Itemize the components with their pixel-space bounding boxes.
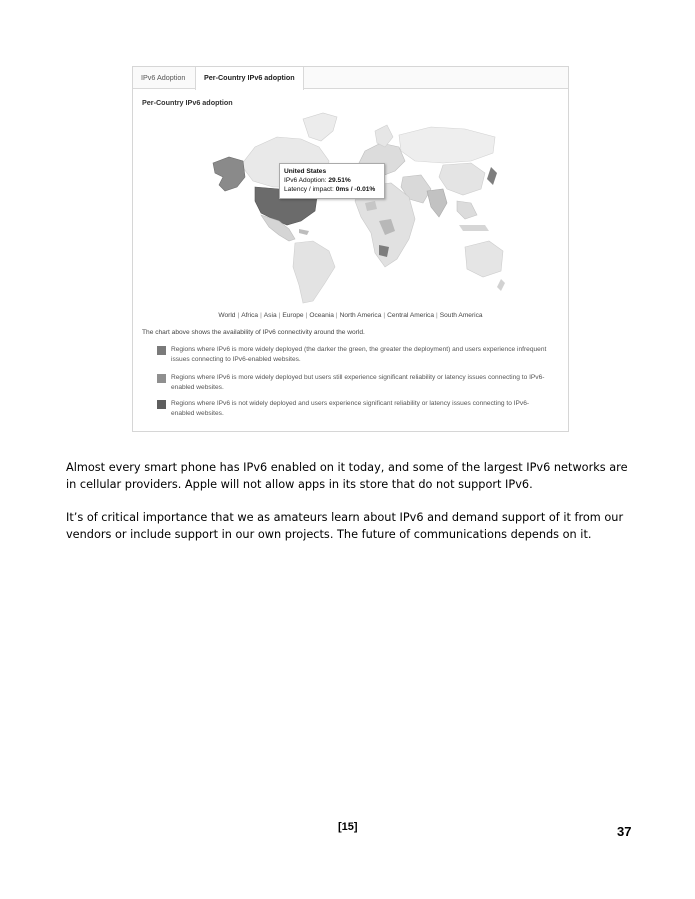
legend-text: Regions where IPv6 is more widely deployed but users still experience significant reliability or latency issues connecting to IPv6-enabled websites. xyxy=(171,374,545,391)
region-link-europe[interactable]: Europe xyxy=(282,312,304,319)
legend-item xyxy=(157,399,552,418)
tooltip-adoption-value: 29.51% xyxy=(328,177,351,184)
legend-item xyxy=(157,345,552,364)
region-link-asia[interactable]: Asia xyxy=(263,312,277,319)
region-link-africa[interactable]: Africa xyxy=(241,312,259,319)
legend-item xyxy=(157,373,552,392)
tab-per-country-ipv6-adoption[interactable]: Per-Country IPv6 adoption xyxy=(195,67,304,90)
tooltip-adoption-label: IPv6 Adoption: xyxy=(284,177,327,184)
tooltip-latency-value: 0ms / -0.01% xyxy=(335,186,376,193)
region-link-central-america[interactable]: Central America xyxy=(387,312,434,319)
map-region-indonesia xyxy=(459,225,489,231)
tab-bar xyxy=(133,67,568,89)
map-tooltip xyxy=(279,163,385,199)
ipv6-adoption-screenshot xyxy=(132,66,569,432)
chart-title: Per-Country IPv6 adoption xyxy=(142,98,233,107)
region-link-north-america[interactable]: North America xyxy=(339,312,382,319)
region-link-world[interactable]: World xyxy=(218,312,236,319)
legend-swatch xyxy=(157,374,166,383)
region-link-oceania[interactable]: Oceania xyxy=(309,312,334,319)
chart-description: The chart above shows the availability of IPv6 connectivity around the world. xyxy=(142,329,365,336)
region-link-south-america[interactable]: South America xyxy=(439,312,483,319)
legend-text: Regions where IPv6 is more widely deployed (the darker the green, the greater the deployment) and users experience infrequent issues connecting to IPv6-enabled websites. xyxy=(171,346,547,363)
footnote-reference: [15] xyxy=(338,821,358,833)
legend-swatch xyxy=(157,346,166,355)
paragraph: Almost every smart phone has IPv6 enabled on it today, and some of the largest IPv6 networks are in cellular providers. Apple will not allow apps in its store that do not support IPv6. xyxy=(66,461,628,491)
tooltip-country: United States xyxy=(284,168,327,175)
world-map[interactable] xyxy=(195,107,507,312)
tooltip-latency-label: Latency / impact: xyxy=(284,186,334,193)
legend-text: Regions where IPv6 is not widely deployed and users experience significant reliability or latency issues connecting to IPv6-enabled websites. xyxy=(171,400,530,417)
legend-swatch xyxy=(157,400,166,409)
page-number: 37 xyxy=(617,824,632,839)
tab-ipv6-adoption[interactable]: IPv6 Adoption xyxy=(141,73,186,82)
paragraph: It’s of critical importance that we as amateurs learn about IPv6 and demand support of it from our vendors or include support in our own projects. The future of communications depends on it. xyxy=(66,511,624,541)
region-links: World | Africa | Asia | Europe | Oceania | North America | Central America | South America xyxy=(218,312,483,319)
